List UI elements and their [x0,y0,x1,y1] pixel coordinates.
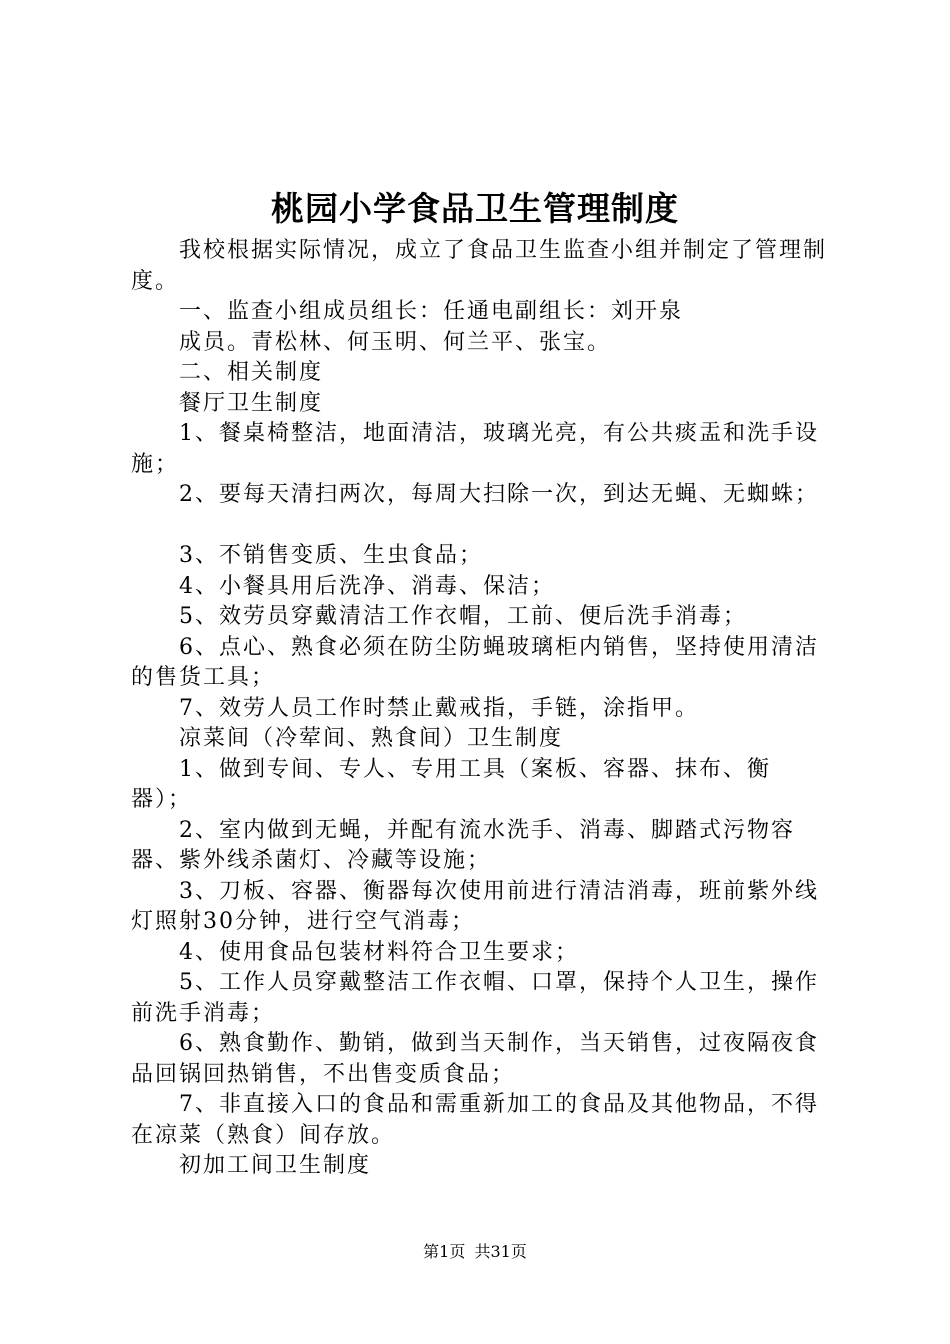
list-item: 7、效劳人员工作时禁止戴戒指，手链，涂指甲。 [179,695,699,721]
list-item: 6、熟食勤作、勤销，做到当天制作，当天销售，过夜隔夜食品回锅回热销售，不出售变质食品； [131,1031,819,1087]
page-footer [0,1240,950,1264]
section-heading: 二、相关制度 [179,360,324,385]
list-item: 6、点心、熟食必须在防尘防蝇玻璃柜内销售，坚持使用清洁的售货工具； [131,634,819,690]
document-title: 桃园小学食品卫生管理制度 [271,189,679,228]
list-item: 4、小餐具用后洗净、消毒、保洁； [179,573,555,599]
list-item: 3、刀板、容器、衡器每次使用前进行清洁消毒，班前紫外线灯照射30分钟，进行空气消毒； [131,878,819,934]
list-item: 7、非直接入口的食品和需重新加工的食品及其他物品，不得在凉菜（熟食）间存放。 [131,1092,819,1148]
subsection-heading: 餐厅卫生制度 [179,390,324,416]
list-item: 2、室内做到无蝇，并配有流水洗手、消毒、脚踏式污物容器、紫外线杀菌灯、冷藏等设施； [131,817,795,873]
list-item: 4、使用食品包装材料符合卫生要求； [179,939,579,965]
paragraph: 我校根据实际情况，成立了食品卫生监查小组并制定了管理制度。 [131,238,828,294]
list-item: 3、不销售变质、生虫食品； [179,543,483,568]
list-item: 5、工作人员穿戴整洁工作衣帽、口罩，保持个人卫生，操作前洗手消毒； [131,970,819,1026]
list-item: 1、做到专间、专人、专用工具（案板、容器、抹布、衡器）； [131,756,771,812]
blank-line [131,511,831,542]
list-item: 1、餐桌椅整洁，地面清洁，玻璃光亮，有公共痰盂和洗手设施； [131,421,819,477]
list-item: 5、效劳员穿戴清洁工作衣帽，工前、便后洗手消毒； [179,604,747,629]
list-item: 2、要每天清扫两次，每周大扫除一次，到达无蝇、无蜘蛛； [179,482,819,507]
page-number: 第1页 [423,1242,466,1261]
paragraph: 成员。青松林、何玉明、何兰平、张宝。 [179,329,612,355]
subsection-heading: 初加工间卫生制度 [179,1153,372,1178]
page-total: 共31页 [474,1242,527,1261]
paragraph: 一、监查小组成员组长：任通电副组长：刘开泉 [179,299,684,324]
document-body [131,236,831,1182]
subsection-heading: 凉菜间（冷荤间、熟食间）卫生制度 [179,726,564,751]
